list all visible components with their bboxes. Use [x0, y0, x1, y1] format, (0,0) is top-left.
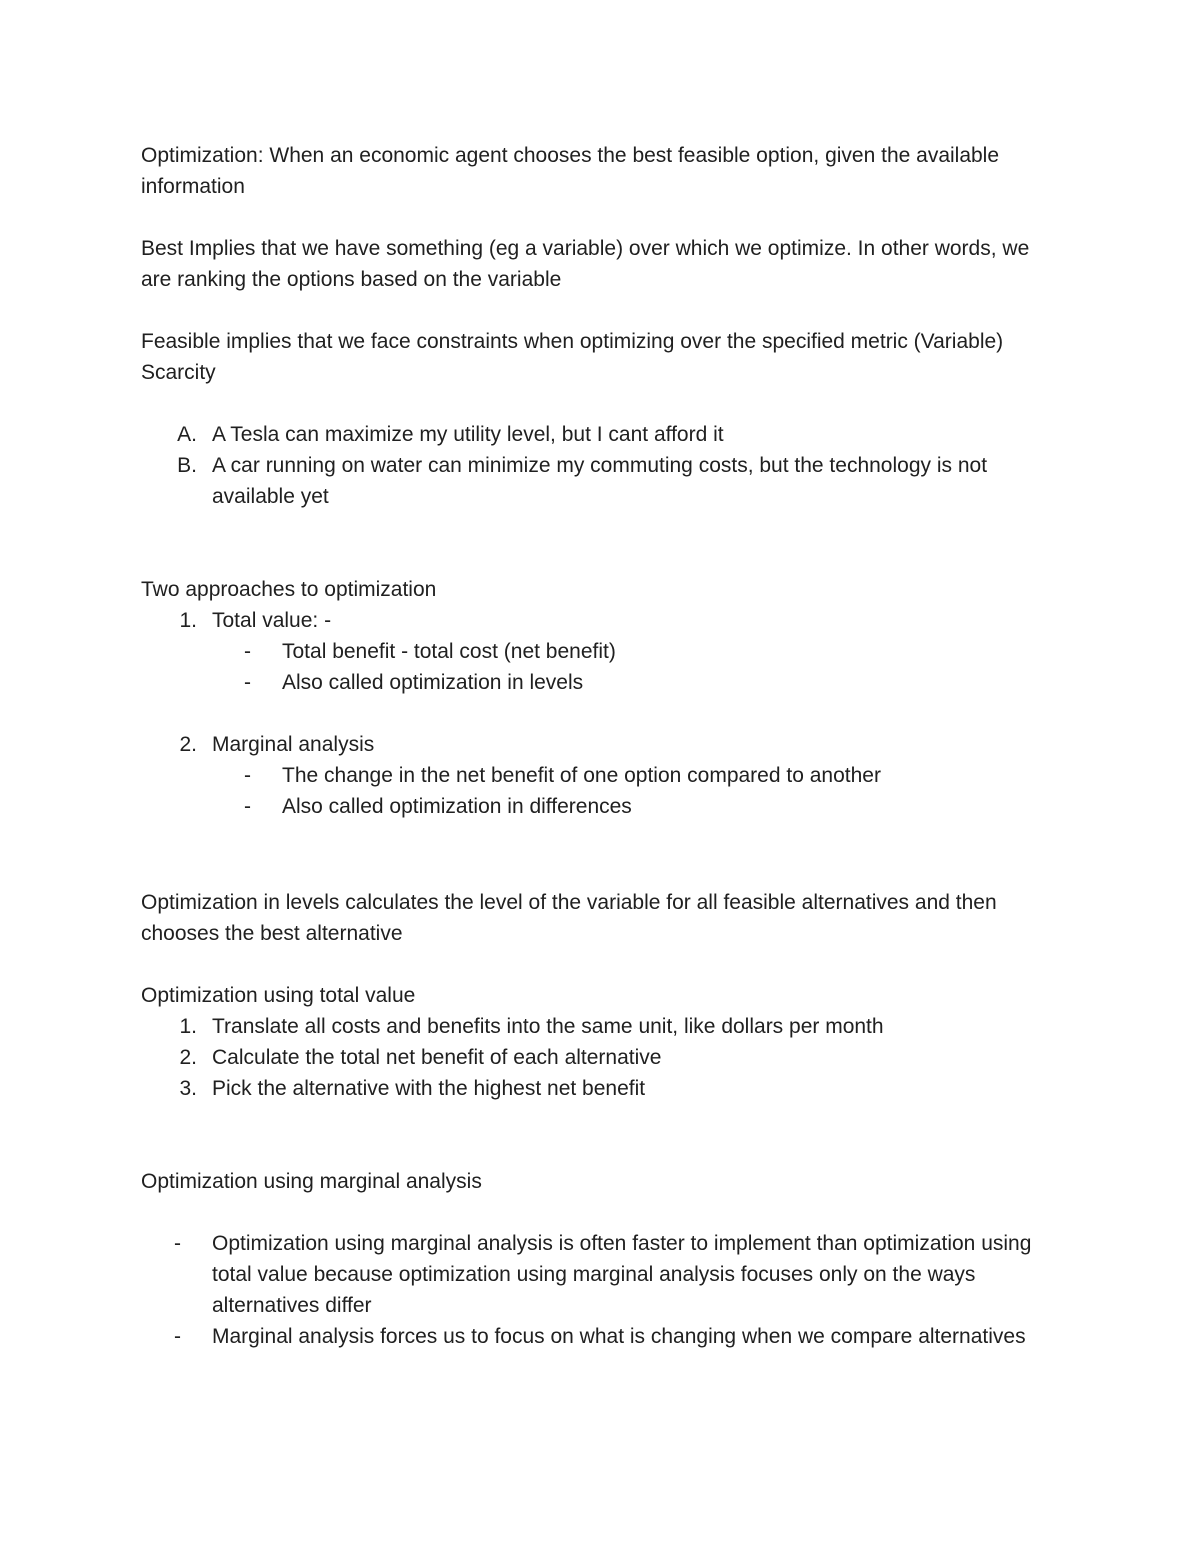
section-heading: Two approaches to optimization	[141, 578, 437, 601]
marginal-section	[141, 1166, 1061, 1352]
list-item	[141, 1073, 1061, 1104]
sub-list-item-text: The change in the net benefit of one option compared to another	[282, 764, 881, 787]
bullet-item	[141, 1228, 1061, 1321]
list-item-text: Marginal analysis	[212, 733, 375, 756]
bullet-item-text: Marginal analysis forces us to focus on what is changing when we compare alternatives	[212, 1325, 1026, 1348]
approaches-section	[141, 574, 1061, 822]
dash-marker: -	[244, 671, 251, 694]
list-item	[141, 1042, 1061, 1073]
dash-marker: -	[174, 1232, 181, 1255]
feasible-paragraph: Feasible implies that we face constraints when optimizing over the specified metric (Variable) Scarcity	[141, 330, 1004, 384]
list-item-text: Calculate the total net benefit of each alternative	[212, 1046, 662, 1069]
list-marker: B.	[177, 454, 197, 477]
sub-list-item	[141, 667, 1061, 698]
sub-list-item-text: Total benefit - total cost (net benefit)	[282, 640, 616, 663]
list-item	[141, 729, 1061, 760]
list-marker: A.	[177, 423, 197, 446]
examples-list	[141, 419, 1061, 512]
list-marker: 2.	[179, 733, 197, 756]
total-value-section	[141, 980, 1061, 1104]
list-item-text: A Tesla can maximize my utility level, but I cant afford it	[212, 423, 724, 446]
list-marker: 3.	[179, 1077, 197, 1100]
list-marker: 1.	[179, 609, 197, 632]
list-item-text: Translate all costs and benefits into the same unit, like dollars per month	[212, 1015, 884, 1038]
dash-marker: -	[174, 1325, 181, 1348]
sub-list-item-text: Also called optimization in differences	[282, 795, 632, 818]
list-item-text: Pick the alternative with the highest net benefit	[212, 1077, 646, 1100]
definition-paragraph: Optimization: When an economic agent chooses the best feasible option, given the available information	[141, 144, 1000, 198]
sub-list-item	[141, 791, 1061, 822]
sub-list-item-text: Also called optimization in levels	[282, 671, 584, 694]
list-item-text: Total value: -	[212, 609, 332, 632]
levels-paragraph: Optimization in levels calculates the level of the variable for all feasible alternatives and then chooses the best alternative	[141, 891, 997, 945]
dash-marker: -	[244, 764, 251, 787]
dash-marker: -	[244, 795, 251, 818]
list-item	[141, 605, 1061, 636]
spacer	[141, 698, 1061, 729]
list-item	[141, 450, 1061, 512]
bullet-item	[141, 1321, 1061, 1352]
bullet-item-text: Optimization using marginal analysis is often faster to implement than optimization using total value because optimization using marginal analysis focuses only on the ways alternatives differ	[212, 1232, 1032, 1317]
list-marker: 2.	[179, 1046, 197, 1069]
list-item-text: A car running on water can minimize my commuting costs, but the technology is not available yet	[212, 454, 988, 508]
list-item	[141, 419, 1061, 450]
sub-list-item	[141, 760, 1061, 791]
list-item	[141, 1011, 1061, 1042]
dash-marker: -	[244, 640, 251, 663]
section-heading: Optimization using marginal analysis	[141, 1170, 482, 1193]
list-marker: 1.	[179, 1015, 197, 1038]
sub-list-item	[141, 636, 1061, 667]
best-paragraph: Best Implies that we have something (eg a variable) over which we optimize. In other words, we are ranking the options based on the variable	[141, 237, 1030, 291]
section-heading: Optimization using total value	[141, 984, 416, 1007]
spacer	[141, 1197, 1061, 1228]
